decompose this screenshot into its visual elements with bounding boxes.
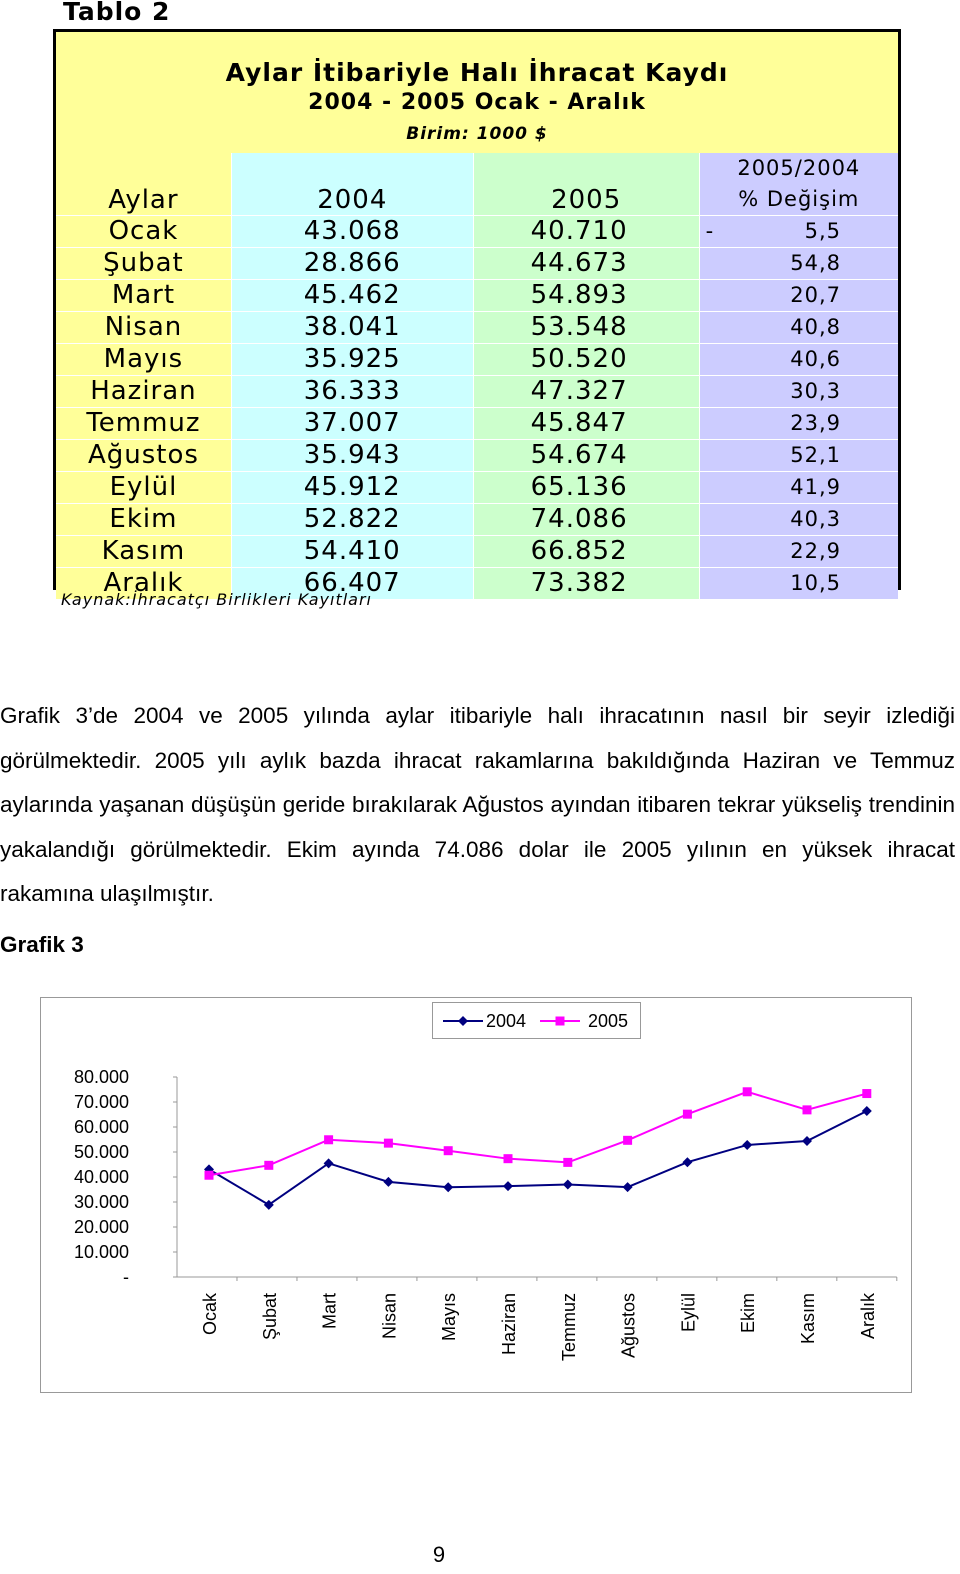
table-row — [56, 440, 898, 472]
value-2004-cell: 38.041 — [231, 312, 473, 344]
table-row — [56, 408, 898, 440]
change-cell — [699, 472, 898, 504]
change-cell — [699, 408, 898, 440]
value-2005-cell: 45.847 — [473, 408, 699, 440]
data-point-2005 — [563, 1158, 572, 1167]
header-2005: 2005 — [473, 153, 699, 216]
y-tick-label: 30.000 — [73, 1192, 129, 1212]
table-unit: Birim: 1000 $ — [406, 124, 548, 144]
x-tick-label: Nisan — [379, 1293, 400, 1340]
body-paragraph: Grafik 3’de 2004 ve 2005 yılında aylar itibariyle halı ihracatının nasıl bir seyir izlediği görülmektedir. 2005 yılı aylık bazda ihracat rakamlarına bakıldığında Haziran ve Temmuz aylarında yaşanan düşüşün geride bırakılarak Ağustos ayından itibaren tekrar yükseliş trendinin yakalandığı görülmektedir. Ekim ayında 74.086 dolar ile 2005 yılının en yüksek ihracat rakamına ulaşılmıştır. — [0, 703, 955, 906]
data-point-2005 — [264, 1161, 273, 1170]
header-2004: 2004 — [231, 153, 473, 216]
month-cell: Mart — [56, 280, 231, 312]
value-2005-cell: 44.673 — [473, 248, 699, 280]
table-header-row — [56, 153, 898, 216]
table-row — [56, 376, 898, 408]
value-2004-cell: 36.333 — [231, 376, 473, 408]
change-value: 22,9 — [790, 539, 841, 563]
table-title-area — [56, 32, 898, 153]
data-point-2005 — [623, 1136, 632, 1145]
month-cell: Kasım — [56, 536, 231, 568]
value-2005-cell: 53.548 — [473, 312, 699, 344]
x-tick-label: Ağustos — [618, 1293, 639, 1359]
table-row — [56, 504, 898, 536]
change-value: 20,7 — [790, 283, 841, 307]
table-row — [56, 344, 898, 376]
change-cell — [699, 440, 898, 472]
table-label: Tablo 2 — [63, 0, 171, 26]
legend-marker-2005 — [556, 1017, 565, 1026]
y-tick-label: 40.000 — [73, 1167, 129, 1187]
value-2004-cell: 35.943 — [231, 440, 473, 472]
chart-label: Grafik 3 — [0, 932, 84, 957]
x-tick-label: Ekim — [738, 1293, 759, 1333]
chart-frame — [41, 998, 912, 1393]
x-tick-label: Kasım — [798, 1293, 818, 1345]
change-cell — [699, 312, 898, 344]
data-point-2005 — [384, 1139, 393, 1148]
value-2004-cell: 45.462 — [231, 280, 473, 312]
change-value: 40,3 — [790, 507, 841, 531]
y-tick-label: 60.000 — [73, 1117, 129, 1137]
x-tick-label: Eylül — [678, 1293, 699, 1333]
change-value: 40,6 — [790, 347, 841, 371]
x-tick-label: Temmuz — [558, 1293, 579, 1362]
value-2005-cell: 47.327 — [473, 376, 699, 408]
change-cell — [699, 504, 898, 536]
data-point-2005 — [743, 1087, 752, 1096]
data-point-2005 — [862, 1089, 871, 1098]
data-point-2005 — [205, 1171, 214, 1180]
table-row — [56, 312, 898, 344]
month-cell: Temmuz — [56, 408, 231, 440]
month-cell: Ekim — [56, 504, 231, 536]
value-2005-cell: 66.852 — [473, 536, 699, 568]
y-tick-label: 70.000 — [73, 1092, 129, 1112]
value-2005-cell: 65.136 — [473, 472, 699, 504]
month-cell: Eylül — [56, 472, 231, 504]
change-value: 54,8 — [790, 251, 841, 275]
value-2004-cell: 43.068 — [231, 216, 473, 248]
month-cell: Nisan — [56, 312, 231, 344]
y-tick-label: 10.000 — [73, 1242, 129, 1262]
month-cell: Aralık — [56, 568, 231, 600]
value-2005-cell: 54.893 — [473, 280, 699, 312]
table-row — [56, 472, 898, 504]
change-value: 23,9 — [790, 411, 841, 435]
header-months: Aylar — [56, 153, 231, 216]
change-cell — [699, 536, 898, 568]
change-value: 40,8 — [790, 315, 841, 339]
table-title: Aylar İtibariyle Halı İhracat Kaydı — [225, 58, 729, 87]
y-tick-label: - — [123, 1267, 129, 1287]
change-cell — [699, 216, 898, 248]
month-cell: Şubat — [56, 248, 231, 280]
table-box — [53, 29, 901, 598]
y-tick-label: 50.000 — [73, 1142, 129, 1162]
value-2005-cell: 74.086 — [473, 504, 699, 536]
table-row — [56, 216, 898, 248]
x-tick-label: Mayıs — [439, 1293, 460, 1342]
value-2004-cell: 37.007 — [231, 408, 473, 440]
value-2005-cell: 40.710 — [473, 216, 699, 248]
y-tick-label: 20.000 — [73, 1217, 129, 1237]
change-value: 30,3 — [790, 379, 841, 403]
x-tick-label: Aralık — [857, 1293, 878, 1340]
value-2004-cell: 54.410 — [231, 536, 473, 568]
data-point-2005 — [444, 1146, 453, 1155]
value-2004-cell: 28.866 — [231, 248, 473, 280]
change-value: 10,5 — [790, 571, 841, 595]
data-point-2005 — [324, 1135, 333, 1144]
change-cell — [699, 344, 898, 376]
value-2004-cell: 45.912 — [231, 472, 473, 504]
x-tick-label: Haziran — [499, 1293, 519, 1356]
header-change-line1: 2005/2004 — [737, 156, 861, 180]
change-cell — [699, 280, 898, 312]
table-row — [56, 536, 898, 568]
change-value: 52,1 — [790, 443, 841, 467]
month-cell: Mayıs — [56, 344, 231, 376]
data-point-2005 — [803, 1105, 812, 1114]
header-change-line2: % Değişim — [738, 187, 860, 211]
line-chart — [40, 997, 912, 1393]
x-tick-label: Mart — [319, 1293, 340, 1329]
table-row — [56, 248, 898, 280]
data-point-2005 — [683, 1110, 692, 1119]
value-2005-cell: 54.674 — [473, 440, 699, 472]
change-value: 5,5 — [804, 219, 841, 243]
header-change — [699, 153, 898, 216]
change-cell — [699, 568, 898, 600]
change-sign: - — [705, 219, 715, 243]
x-tick-label: Şubat — [259, 1293, 280, 1341]
value-2005-cell: 50.520 — [473, 344, 699, 376]
data-point-2005 — [504, 1154, 513, 1163]
y-tick-label: 80.000 — [73, 1067, 129, 1087]
legend-label-2004: 2004 — [486, 1011, 527, 1031]
export-table — [56, 153, 898, 599]
value-2004-cell: 52.822 — [231, 504, 473, 536]
x-tick-label: Ocak — [200, 1293, 220, 1336]
value-2004-cell: 35.925 — [231, 344, 473, 376]
table-source: Kaynak:İhracatçı Birlikleri Kayıtları — [61, 590, 372, 609]
month-cell: Ocak — [56, 216, 231, 248]
change-cell — [699, 248, 898, 280]
page-number: 9 — [432, 1542, 446, 1567]
value-2005-cell: 73.382 — [473, 568, 699, 600]
month-cell: Haziran — [56, 376, 231, 408]
legend-label-2005: 2005 — [588, 1011, 629, 1031]
table-row — [56, 280, 898, 312]
month-cell: Ağustos — [56, 440, 231, 472]
change-value: 41,9 — [790, 475, 841, 499]
value-2004-cell: 66.407 — [231, 568, 473, 600]
table-subtitle: 2004 - 2005 Ocak - Aralık — [308, 90, 646, 115]
change-cell — [699, 376, 898, 408]
